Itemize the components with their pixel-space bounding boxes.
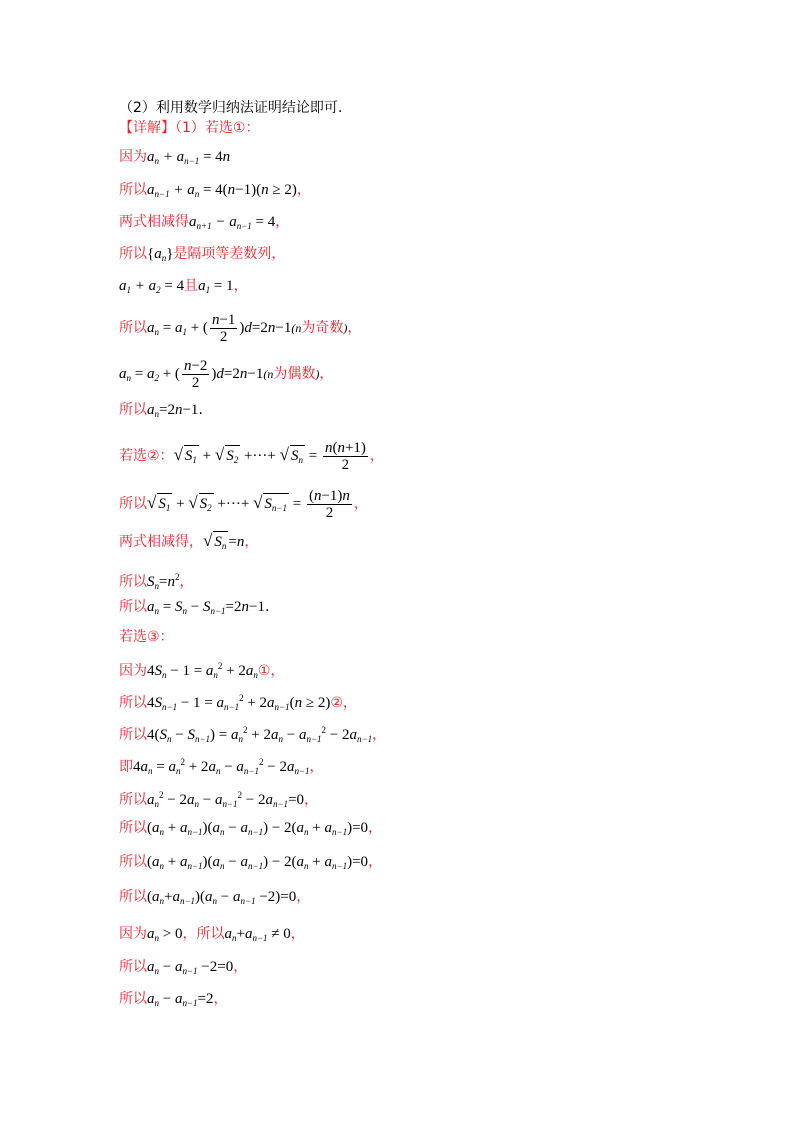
detail-tag: 【详解】: [119, 120, 175, 136]
eq-line-3: 两式相减得$a_{n+1} - a_{n-1} = 4$，: [119, 214, 290, 231]
eq-line-17: 即$4a_n = a_n^2 + 2a_n - a_{n-1}^2 - 2a_{n-1}$，: [119, 757, 324, 776]
eq-line-21: 所以$(a_n+a_{n-1})(a_n - a_{n-1} -2)=0$，: [119, 889, 311, 906]
eq-line-5: $a_1 + a_2 = 4$且$a_1 = 1$，: [119, 278, 248, 295]
eq-line-22: 因为$a_n > 0$，所以$a_n+a_{n-1} \ne 0$，: [119, 926, 305, 943]
hint-line: [119, 98, 342, 118]
eq-line-13: 所以$a_n = S_n - S_{n-1}=2n-1$.: [119, 599, 270, 616]
eq-line-7: $a_n = a_2$ + ( $\frac{n-2}{2}$ )d=2n−1(n为偶数)，: [119, 358, 334, 391]
eq-line-14: 因为$4S_n - 1 = a_n^2$ + $2a_n①$，: [119, 661, 285, 680]
detail-header: [119, 118, 259, 138]
eq-line-12: 所以$S_n=n^2$，: [119, 572, 194, 591]
hint-text: （2）利用数学归纳法证明结论即可.: [119, 100, 343, 116]
eq-line-20: 所以$(a_n + a_{n-1})(a_n - a_{n-1}) - 2(a_n + a_{n-1})=0$，: [119, 854, 383, 871]
eq-line-8: 所以$a_n=2n-1$.: [119, 402, 203, 419]
eq-line-15: 所以$4S_{n-1} - 1 = a_{n-1}^2 + 2a_{n-1}(n$ ≥ 2)②，: [119, 693, 357, 712]
eq-line-18: 所以$a_n^2 - 2a_n - a_{n-1}^2 - 2a_{n-1}=0$，: [119, 790, 319, 809]
eq-line-11: 两式相减得，√ $S_n =n$，: [119, 531, 258, 556]
eq-line-23: 所以$a_n - a_{n-1} -2=0$，: [119, 959, 248, 976]
eq-line-6: 所以$a_n = a_1$ + ( $\frac{n-1}{2}$ )d=2n−1(n为奇数)，: [119, 312, 362, 345]
eq-line-1: 因为$a_n + a_{n-1} = 4n$: [119, 149, 231, 166]
eq-line-9: 若选②：√ $S_1$ + √ $S_2$ +···+ √ $S_n$ = $\frac{n(n+1)}{2}$ ，: [119, 440, 384, 473]
choice1-label: （1）若选①：: [175, 120, 260, 136]
eq-line-10: 所以√ $S_1$ + √ $S_2$ +···+ √ $S_{n-1}$ = $\frac{(n-1)n}{2}$ ，: [119, 488, 368, 521]
eq-line-19: 所以$(a_n + a_{n-1})(a_n - a_{n-1}) - 2(a_n + a_{n-1})=0$，: [119, 820, 383, 837]
eq-line-16: 所以$4(S_n - S_{n-1}) = a_n^2 + 2a_n - a_{n-1}^2 - 2a_{n-1}$，: [119, 725, 387, 744]
eq-line-2: 所以$a_{n-1} + a_n = 4(n-1)(n \ge 2)$，: [119, 182, 311, 199]
eq-line-4: 所以$\{a_n\}$是隔项等差数列，: [119, 246, 286, 263]
choice3-label: 若选③：: [119, 629, 174, 645]
eq-line-24: 所以$a_n - a_{n-1}=2$，: [119, 991, 228, 1008]
